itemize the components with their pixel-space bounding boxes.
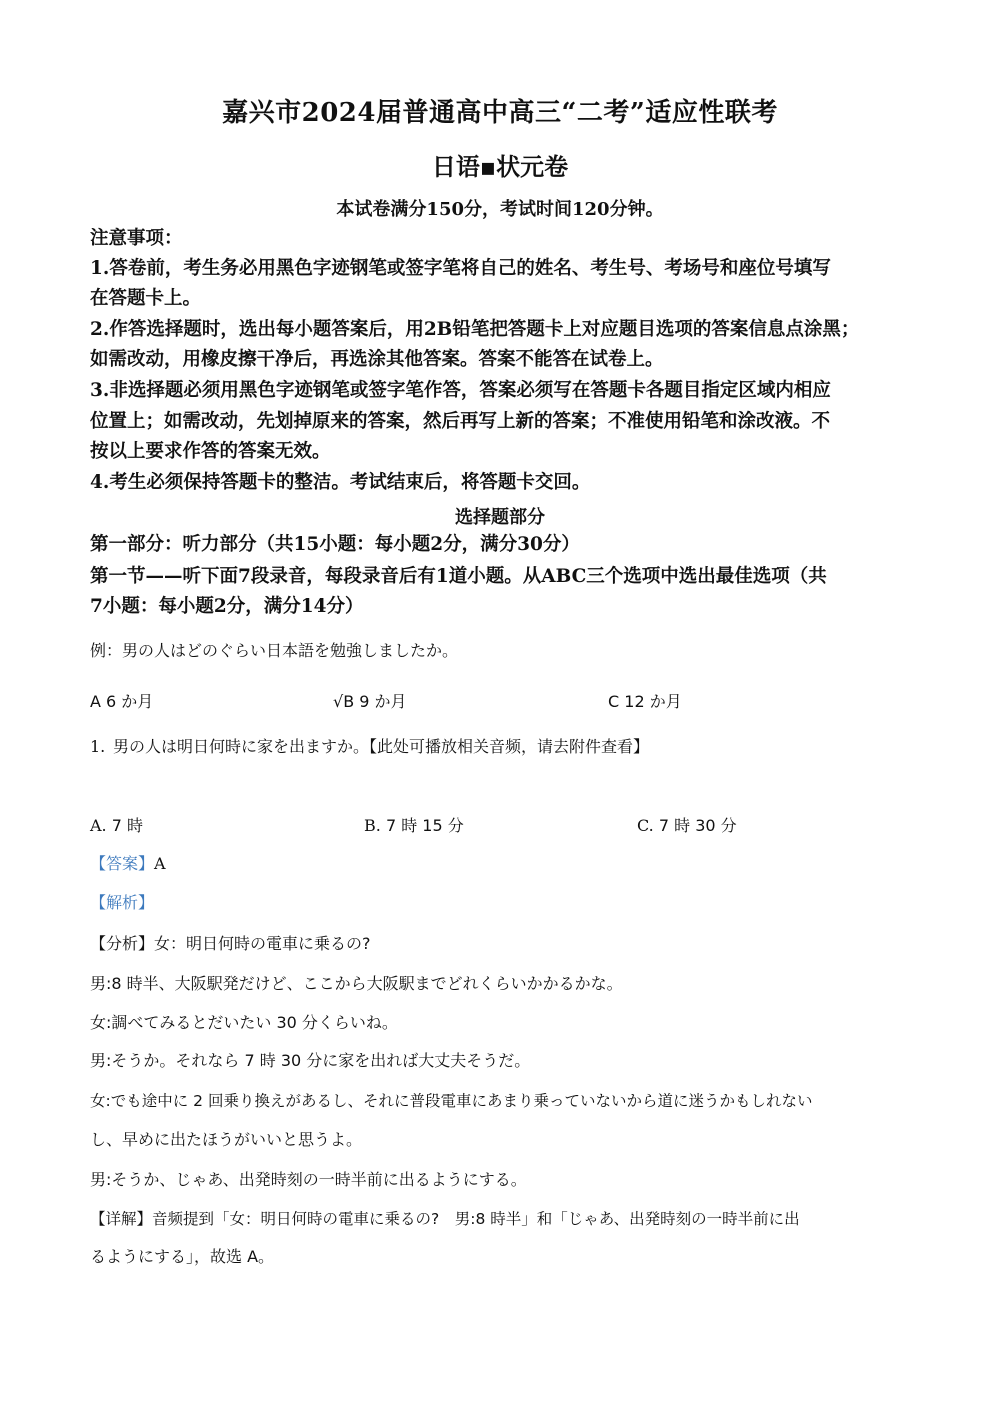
answer-value: A <box>154 854 166 873</box>
example-option-a: A 6 か月 <box>90 692 154 711</box>
example-option-c: C 12 か月 <box>608 692 682 711</box>
analysis-label: 【解析】 <box>90 893 155 912</box>
option-c <box>637 815 737 837</box>
notice-heading: 注意事项： <box>90 228 183 249</box>
option-letter: C. <box>637 816 654 835</box>
question-text: 男の人は明日何時に家を出ますか。【此处可播放相关音频，请去附件查看】 <box>113 737 650 756</box>
part-one-instructions: 7小题：每小题2分，满分14分） <box>90 596 364 617</box>
notice-line: 4.考生必须保持答题卡的整洁。考试结束后，将答题卡交回。 <box>90 472 591 493</box>
analysis-line: 男:そうか、じゃあ、出発時刻の一時半前に出るようにする。 <box>90 1170 527 1189</box>
notice-line: 按以上要求作答的答案无效。 <box>90 441 331 462</box>
analysis-line: 女:でも途中に 2 回乗り換えがあるし、それに普段電車にあまり乗っていないから道に迷うかもしれない <box>90 1092 813 1110</box>
example-question: 例：男の人はどのぐらい日本語を勉強しましたか。 <box>90 641 459 660</box>
page-title: 嘉兴市2024届普通高中高三“二考”适应性联考 <box>222 98 778 128</box>
answer-label: 【答案】 <box>90 854 155 873</box>
analysis-line: 【分析】女：明日何時の電車に乗るの? <box>90 934 371 953</box>
example-option-b: √B 9 か月 <box>333 692 407 711</box>
option-b <box>364 815 464 837</box>
notice-line: 如需改动，用橡皮擦干净后，再选涂其他答案。答案不能答在试卷上。 <box>90 349 664 370</box>
notice-line: 3.非选择题必须用黑色字迹钢笔或签字笔作答，答案必须写在答题卡各题目指定区域内相应 <box>90 380 831 401</box>
analysis-detail-line: 【详解】音频提到「女：明日何時の電車に乗るの? 男:8 時半」和「じゃあ、出発時刻の一時半前に出 <box>90 1210 800 1228</box>
option-text: 7 時 30 分 <box>658 816 737 835</box>
notice-line: 位置上；如需改动，先划掉原来的答案，然后再写上新的答案；不准使用铅笔和涂改液。不 <box>90 411 831 432</box>
part-one-heading: 第一部分：听力部分（共15小题：每小题2分，满分30分） <box>90 534 580 555</box>
score-info: 本试卷满分150分，考试时间120分钟。 <box>336 199 664 220</box>
notice-line: 1.答卷前，考生务必用黑色字迹钢笔或签字笔将自己的姓名、考生号、考场号和座位号填写 <box>90 258 831 279</box>
question-number: 1. <box>90 737 106 756</box>
part-one-instructions: 第一节——听下面7段录音，每段录音后有1道小题。从ABC三个选项中选出最佳选项（共 <box>90 566 827 587</box>
option-text: 7 時 <box>111 816 144 835</box>
analysis-line: し、早めに出たほうがいいと思うよ。 <box>90 1130 363 1149</box>
notice-line: 2.作答选择题时，选出每小题答案后，用2B铅笔把答题卡上对应题目选项的答案信息点涂黑； <box>90 319 860 340</box>
answer-line <box>90 853 166 875</box>
page-subtitle: 日语▪状元卷 <box>431 152 569 181</box>
notice-line: 在答题卡上。 <box>90 288 202 309</box>
analysis-detail-line: るようにする」，故选 A。 <box>90 1247 275 1266</box>
analysis-line: 男:8 時半、大阪駅発だけど、ここから大阪駅までどれくらいかかるかな。 <box>90 974 623 993</box>
option-a <box>90 815 143 837</box>
analysis-line: 男:そうか。それなら 7 時 30 分に家を出れば大丈夫そうだ。 <box>90 1051 531 1070</box>
analysis-line: 女:調べてみるとだいたい 30 分くらいね。 <box>90 1013 398 1032</box>
option-letter: A. <box>90 816 107 835</box>
option-letter: B. <box>364 816 381 835</box>
section-heading: 选择题部分 <box>455 507 545 528</box>
option-text: 7 時 15 分 <box>385 816 464 835</box>
